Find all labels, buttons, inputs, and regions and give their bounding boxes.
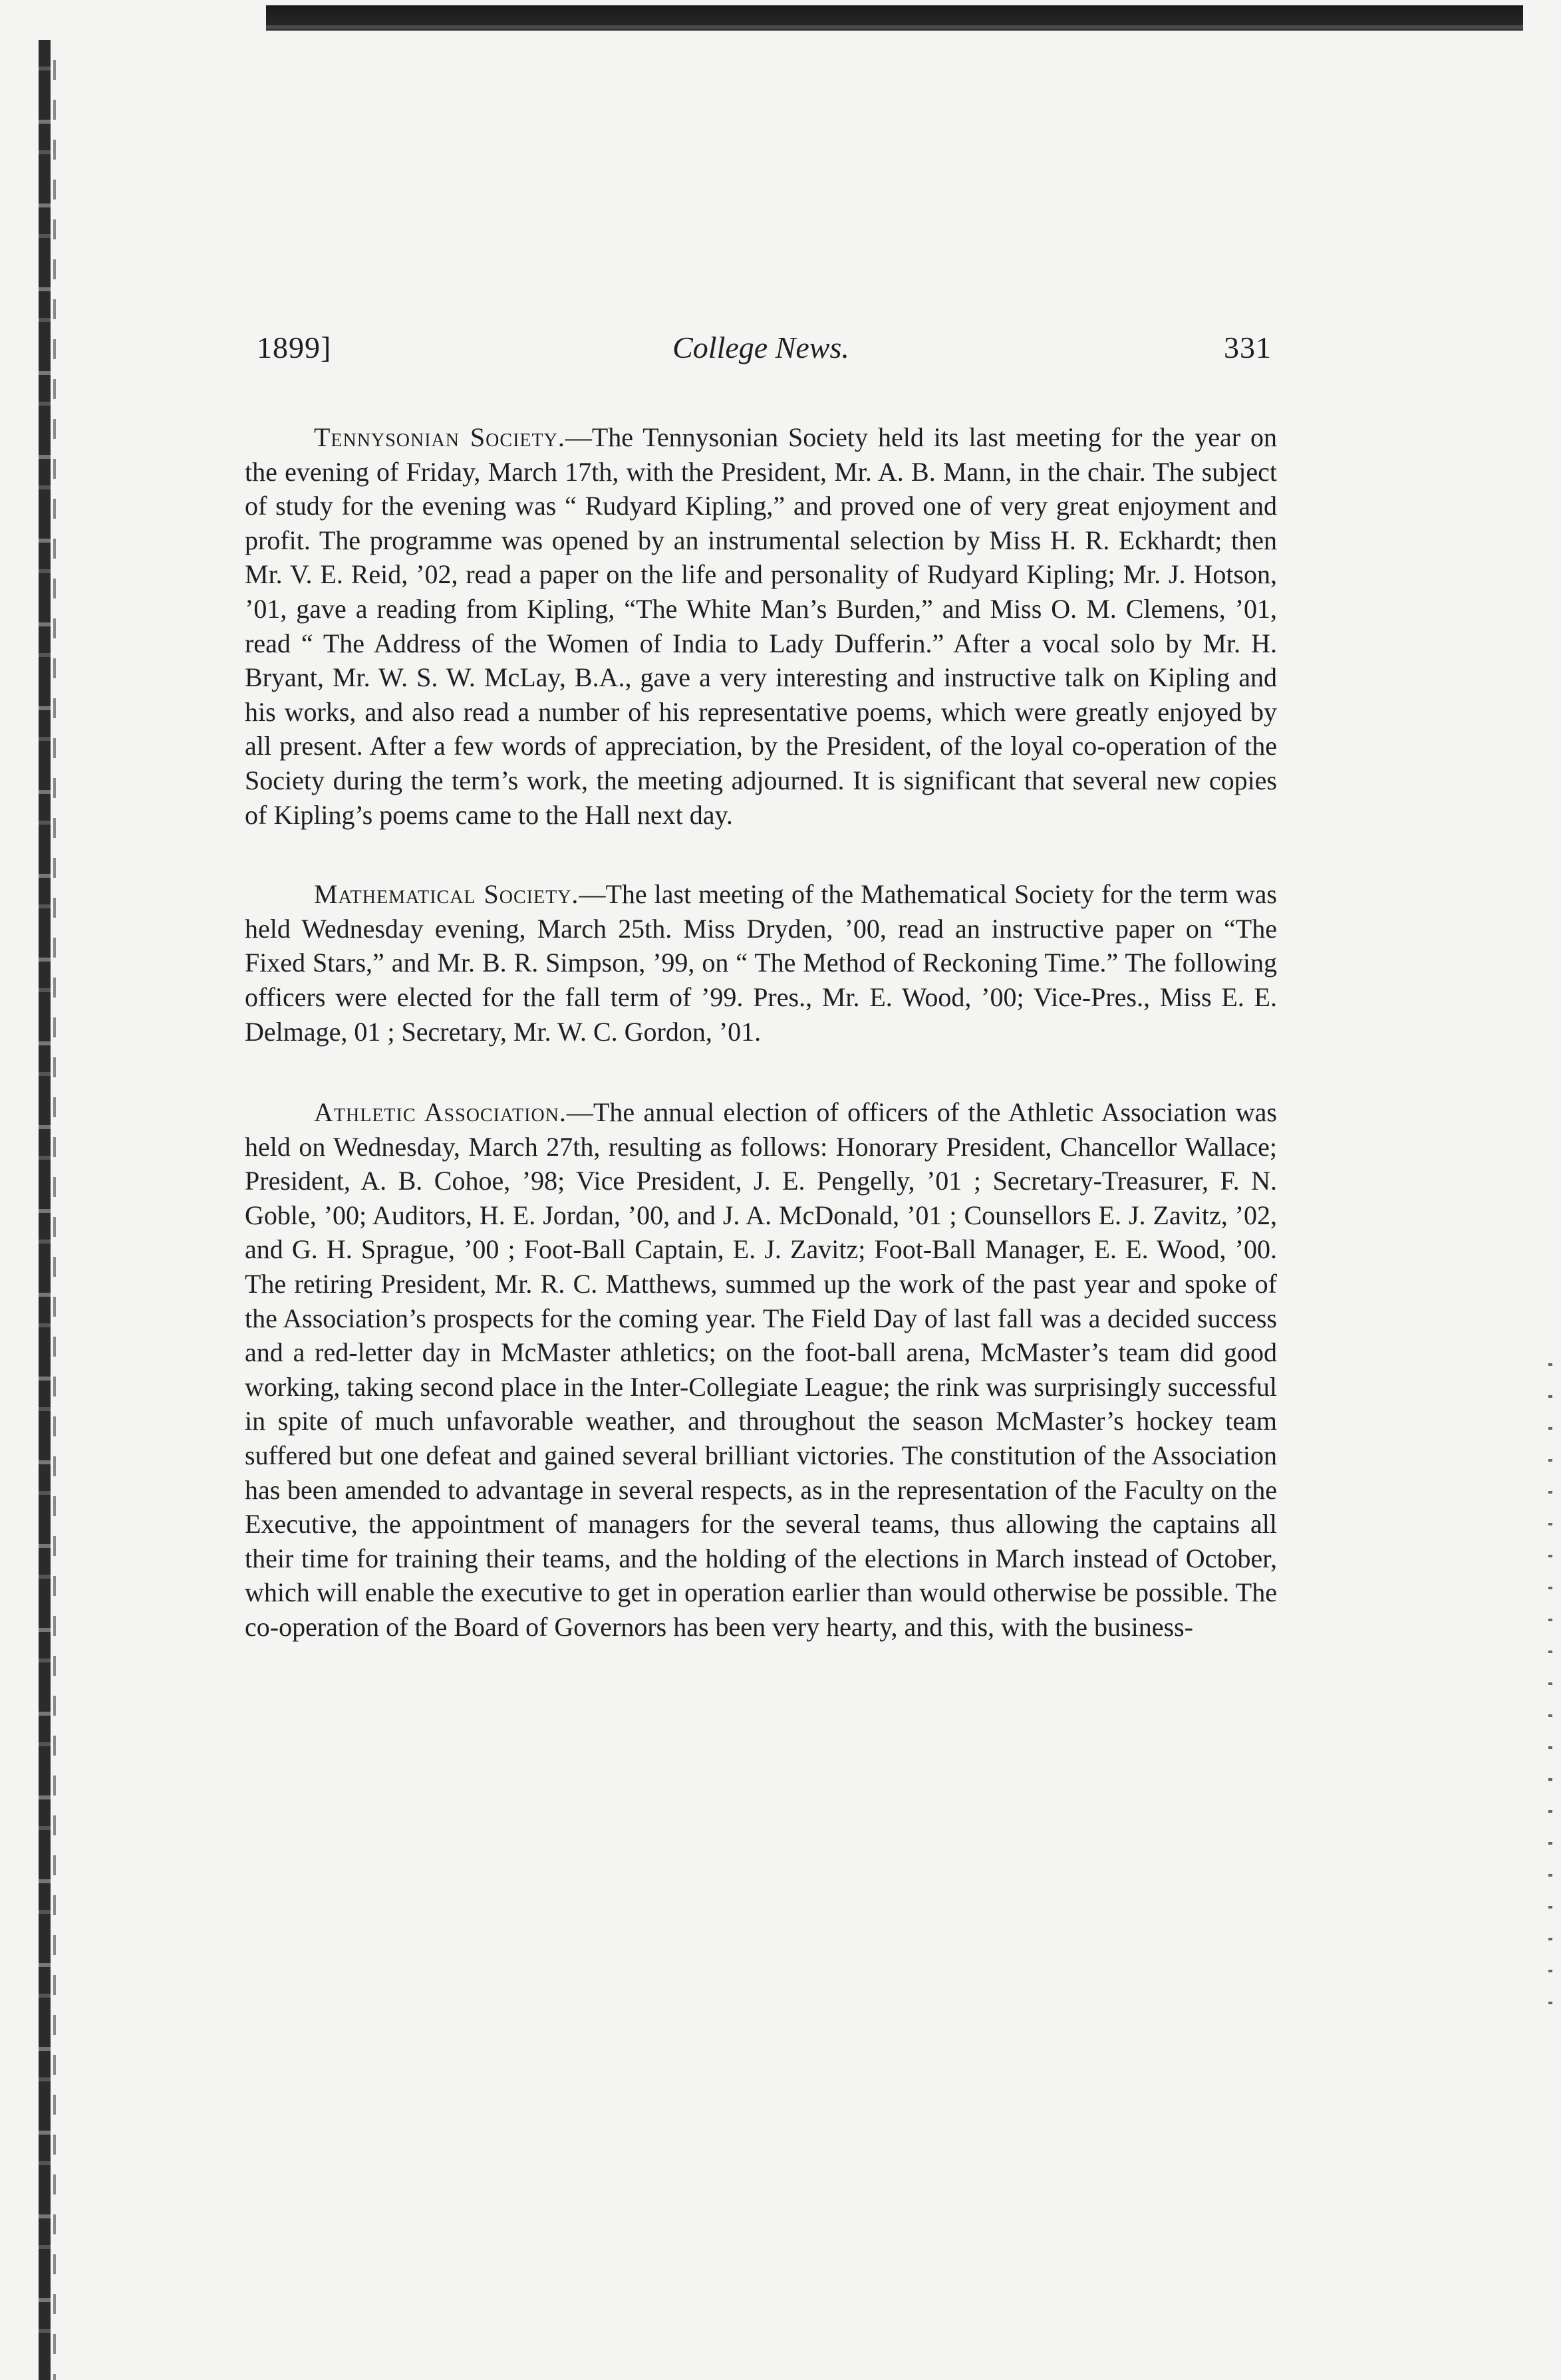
section-athletic-association [245, 1095, 1277, 1645]
section-heading: Athletic Association. [314, 1097, 567, 1128]
scan-left-edge-specks [53, 40, 56, 2380]
header-title: College News. [672, 331, 849, 364]
scan-top-border-shadow [266, 25, 1523, 29]
document-page [245, 330, 1277, 1645]
section-heading: Tennysonian Society. [314, 422, 565, 452]
section-body: —The annual election of officers of the Athletic Association was held on Wednesday, March 27th, resulting as follows: Honorary President, Chancellor Wallace; President, A. B. Cohoe, ’98; Vice President, J. E. Pengelly, ’01 ; Secretary-Treasurer, F. N. Goble, ’00; Auditors, H. E. Jordan, ’00, and J. A. McDonald, ’01 ; Counsellors E. J. Zavitz, ’02, and G. H. Sprague, ’00 ; Foot-Ball Captain, E. J. Zavitz; Foot-Ball Manager, E. E. Wood, ’00. The retiring President, Mr. R. C. Matthews, summed up the work of the past year and spoke of the Association’s prospects for the coming year. The Field Day of last fall was a decided success and a red-letter day in McMaster athletics; on the foot-ball arena, McMaster’s team did good working, taking second place in the Inter-Collegiate League; the rink was surprisingly successful in spite of much unfavorable weather, and throughout the season McMaster’s hockey team suffered but one defeat and gained several brilliant victories. The constitution of the Association has been amended to advantage in several respects, as in the representation of the Faculty on the Executive, the appointment of managers for the several teams, thus allowing the captains all their time for training their teams, and the holding of the elections in March instead of October, which will enable the executive to get in operation earlier than would otherwise be possible. The co-operation of the Board of Governors has been very hearty, and this, with the business- [245, 1097, 1277, 1642]
scan-right-edge-specks [1548, 1363, 1552, 2028]
running-header [245, 330, 1277, 370]
section-body: —The Tennysonian Society held its last meeting for the year on the evening of Friday, March 17th, with the President, Mr. A. B. Mann, in the chair. The subject of study for the evening was “ Rudyard Kipling,” and proved one of very great enjoyment and profit. The programme was opened by an instrumental selection by Miss H. R. Eckhardt; then Mr. V. E. Reid, ’02, read a paper on the life and personality of Rudyard Kipling; Mr. J. Hotson, ’01, gave a reading from Kipling, “The White Man’s Burden,” and Miss O. M. Clemens, ’01, read “ The Address of the Women of India to Lady Dufferin.” After a vocal solo by Mr. H. Bryant, Mr. W. S. W. McLay, B.A., gave a very interesting and instructive talk on Kipling and his works, and also read a number of his representative poems, which were greatly enjoyed by all present. After a few words of appreciation, by the President, of the loyal co-operation of the Society during the term’s work, the meeting adjourned. It is significant that several new copies of Kipling’s poems came to the Hall next day. [245, 422, 1277, 830]
section-heading: Mathematical Society. [314, 879, 579, 910]
header-year: 1899] [257, 331, 332, 364]
scan-left-binding-edge [39, 40, 51, 2380]
section-mathematical-society [245, 877, 1277, 1049]
section-tennysonian-society [245, 420, 1277, 832]
page-number: 331 [1224, 331, 1272, 364]
section-body: —The last meeting of the Mathematical Society for the term was held Wednesday evening, March 25th. Miss Dryden, ’00, read an instructive paper on “The Fixed Stars,” and Mr. B. R. Simpson, ’99, on “ The Method of Reckoning Time.” The following officers were elected for the fall term of ’99. Pres., Mr. E. Wood, ’00; Vice-Pres., Miss E. E. Delmage, 01 ; Secretary, Mr. W. C. Gordon, ’01. [245, 879, 1277, 1047]
